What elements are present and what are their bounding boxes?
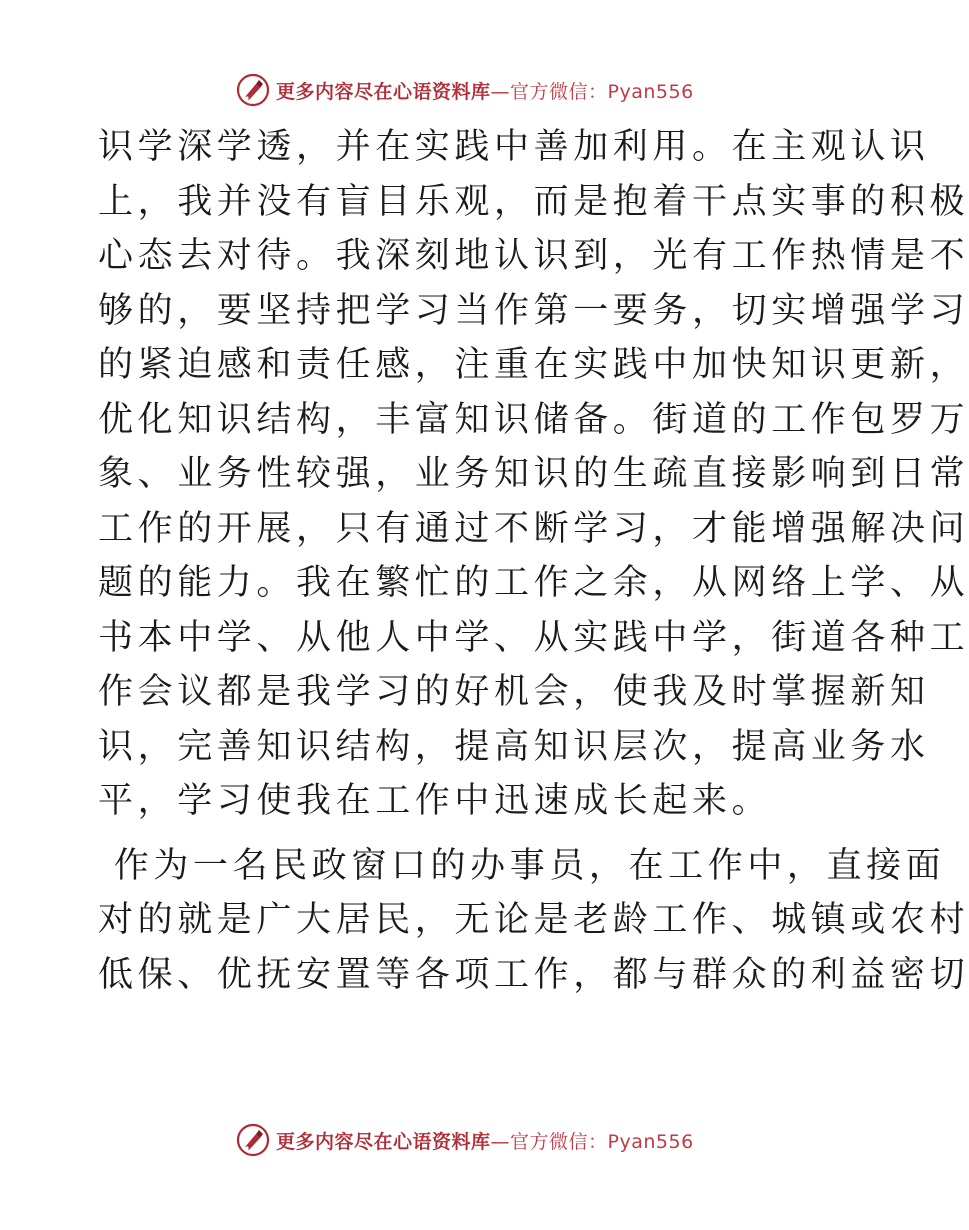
text-line: 识，完善知识结构，提高知识层次，提高业务水 — [98, 726, 930, 767]
paragraph-1 — [98, 120, 969, 829]
paragraph-gap — [98, 829, 858, 839]
text-line: 上，我并没有盲目乐观，而是抱着干点实事的积极 — [98, 181, 969, 222]
text-line: 优化知识结构，丰富知识储备。街道的工作包罗万 — [98, 399, 969, 440]
header-banner-main: 更多内容尽在心语资料库 — [276, 80, 491, 103]
text-line: 够的，要坚持把学习当作第一要务，切实增强学习 — [98, 290, 969, 331]
header-banner-text — [276, 77, 694, 104]
text-line: 心态去对待。我深刻地认识到，光有工作热情是不 — [98, 236, 969, 276]
footer-banner-dash: — — [490, 1130, 511, 1153]
pen-nib-logo-icon — [236, 73, 270, 107]
text-line: 作为一名民政窗口的办事员，在工作中，直接面 — [98, 845, 946, 886]
text-line: 平，学习使我在工作中迅速成长起来。 — [98, 781, 772, 821]
pen-nib-logo-icon — [236, 1123, 270, 1157]
footer-banner-main: 更多内容尽在心语资料库 — [276, 1130, 491, 1153]
text-line: 题的能力。我在繁忙的工作之余，从网络上学、从 — [98, 563, 969, 603]
text-line: 作会议都是我学习的好机会，使我及时掌握新知 — [98, 672, 930, 712]
text-line: 象、业务性较强，业务知识的生疏直接影响到日常 — [98, 454, 969, 494]
text-line: 书本中学、从他人中学、从实践中学，街道各种工 — [98, 617, 969, 658]
text-line: 识学深学透，并在实践中善加利用。在主观认识 — [98, 127, 930, 167]
paragraph-2 — [98, 839, 969, 1003]
document-body — [98, 120, 969, 1002]
footer-banner — [236, 1120, 756, 1160]
header-banner-wechat: 官方微信：Pyan556 — [510, 80, 694, 103]
header-banner-dash: — — [490, 80, 511, 103]
header-banner — [236, 70, 756, 110]
footer-banner-text — [276, 1127, 694, 1154]
text-line: 的紧迫感和责任感，注重在实践中加快知识更新， — [98, 345, 969, 385]
text-line: 工作的开展，只有通过不断学习，才能增强解决问 — [98, 508, 969, 549]
text-line: 对的就是广大居民，无论是老龄工作、城镇或农村 — [98, 900, 969, 940]
text-line: 低保、优抚安置等各项工作，都与群众的利益密切 — [98, 954, 969, 995]
footer-banner-wechat: 官方微信：Pyan556 — [510, 1130, 694, 1153]
